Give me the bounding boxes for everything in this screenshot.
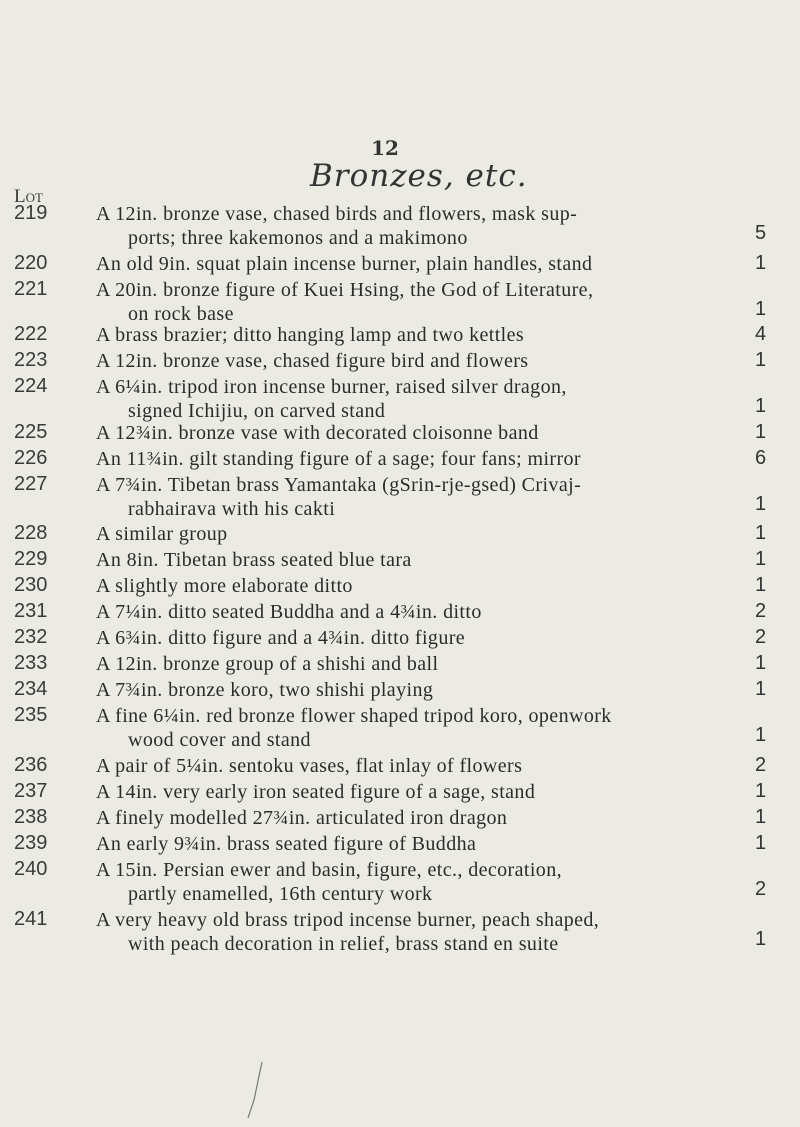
lot-quantity: 5 xyxy=(755,222,767,244)
lot-number: 219 xyxy=(14,202,48,224)
description-line-1: An old 9in. squat plain incense burner, plain handles, stand xyxy=(96,253,593,275)
lot-number: 230 xyxy=(14,574,48,596)
lot-number: 234 xyxy=(14,678,48,700)
description-line-1: A pair of 5¼in. sentoku vases, flat inlay of flowers xyxy=(96,755,523,777)
lot-number: 228 xyxy=(14,522,48,544)
ink-mark-icon xyxy=(240,1060,270,1120)
lot-number: 226 xyxy=(14,447,48,469)
lot-quantity: 1 xyxy=(755,493,767,515)
lot-number: 221 xyxy=(14,278,48,300)
lot-column-header: Lot xyxy=(14,186,43,207)
description-line-2: wood cover and stand xyxy=(128,729,311,751)
section-title: Bronzes, etc. xyxy=(310,158,528,194)
lot-description xyxy=(96,473,696,521)
lot-description xyxy=(96,908,696,956)
lot-number: 235 xyxy=(14,704,48,726)
lot-quantity: 1 xyxy=(755,421,767,443)
description-line-1: A fine 6¼in. red bronze flower shaped tripod koro, openwork xyxy=(96,705,612,727)
lot-description xyxy=(96,678,696,702)
lot-number: 225 xyxy=(14,421,48,443)
lot-quantity: 1 xyxy=(755,832,767,854)
description-line-1: A very heavy old brass tripod incense burner, peach shaped, xyxy=(96,909,600,931)
lot-number: 224 xyxy=(14,375,48,397)
description-line-1: A 14in. very early iron seated figure of a sage, stand xyxy=(96,781,536,803)
description-line-1: A brass brazier; ditto hanging lamp and two kettles xyxy=(96,324,525,346)
lot-quantity: 1 xyxy=(755,395,767,417)
lot-quantity: 2 xyxy=(755,878,767,900)
lot-description xyxy=(96,375,696,423)
lot-description xyxy=(96,349,696,373)
lot-description xyxy=(96,832,696,856)
lot-number: 240 xyxy=(14,858,48,880)
description-line-1: A 20in. bronze figure of Kuei Hsing, the God of Literature, xyxy=(96,279,594,301)
lot-number: 227 xyxy=(14,473,48,495)
lot-quantity: 4 xyxy=(755,323,767,345)
lot-quantity: 1 xyxy=(755,574,767,596)
lot-description xyxy=(96,780,696,804)
lot-quantity: 1 xyxy=(755,780,767,802)
lot-number: 241 xyxy=(14,908,48,930)
lot-description xyxy=(96,600,696,624)
lot-number: 233 xyxy=(14,652,48,674)
description-line-2: rabhairava with his cakti xyxy=(128,498,336,520)
description-line-2: signed Ichijiu, on carved stand xyxy=(128,400,386,422)
lot-description xyxy=(96,202,696,250)
lot-number: 220 xyxy=(14,252,48,274)
lot-number: 229 xyxy=(14,548,48,570)
lot-quantity: 1 xyxy=(755,252,767,274)
description-line-1: An 11¾in. gilt standing figure of a sage; four fans; mirror xyxy=(96,448,581,470)
page-number: 12 xyxy=(371,136,399,160)
lot-quantity: 6 xyxy=(755,447,767,469)
lot-description xyxy=(96,421,696,445)
lot-number: 231 xyxy=(14,600,48,622)
description-line-1: A 7¼in. ditto seated Buddha and a 4¾in. ditto xyxy=(96,601,482,623)
lot-description xyxy=(96,754,696,778)
description-line-2: on rock base xyxy=(128,303,234,325)
lot-number: 237 xyxy=(14,780,48,802)
lot-quantity: 1 xyxy=(755,806,767,828)
lot-quantity: 2 xyxy=(755,754,767,776)
lot-description xyxy=(96,278,696,326)
description-line-1: A 12in. bronze vase, chased birds and flowers, mask sup- xyxy=(96,203,578,225)
lot-number: 223 xyxy=(14,349,48,371)
description-line-2: with peach decoration in relief, brass stand en suite xyxy=(128,933,559,955)
description-line-2: partly enamelled, 16th century work xyxy=(128,883,433,905)
description-line-1: A finely modelled 27¾in. articulated iron dragon xyxy=(96,807,508,829)
description-line-1: A 12in. bronze group of a shishi and ball xyxy=(96,653,439,675)
description-line-1: A similar group xyxy=(96,523,228,545)
lot-description xyxy=(96,252,696,276)
lot-quantity: 1 xyxy=(755,652,767,674)
lot-description xyxy=(96,574,696,598)
lot-description xyxy=(96,447,696,471)
lot-quantity: 1 xyxy=(755,678,767,700)
description-line-2: ports; three kakemonos and a makimono xyxy=(128,227,468,249)
description-line-1: An 8in. Tibetan brass seated blue tara xyxy=(96,549,412,571)
lot-quantity: 1 xyxy=(755,298,767,320)
description-line-1: A 6¾in. ditto figure and a 4¾in. ditto figure xyxy=(96,627,466,649)
lot-number: 222 xyxy=(14,323,48,345)
description-line-1: A slightly more elaborate ditto xyxy=(96,575,353,597)
lot-quantity: 1 xyxy=(755,522,767,544)
lot-quantity: 1 xyxy=(755,928,767,950)
lot-description xyxy=(96,858,696,906)
lot-description xyxy=(96,323,696,347)
description-line-1: A 6¼in. tripod iron incense burner, raised silver dragon, xyxy=(96,376,567,398)
lot-number: 238 xyxy=(14,806,48,828)
lot-quantity: 1 xyxy=(755,349,767,371)
description-line-1: An early 9¾in. brass seated figure of Buddha xyxy=(96,833,477,855)
lot-quantity: 1 xyxy=(755,724,767,746)
lot-description xyxy=(96,704,696,752)
lot-quantity: 2 xyxy=(755,626,767,648)
lot-quantity: 2 xyxy=(755,600,767,622)
lot-description xyxy=(96,806,696,830)
lot-quantity: 1 xyxy=(755,548,767,570)
lot-number: 232 xyxy=(14,626,48,648)
lot-description xyxy=(96,522,696,546)
lot-description xyxy=(96,548,696,572)
description-line-1: A 12in. bronze vase, chased figure bird and flowers xyxy=(96,350,529,372)
lot-number: 239 xyxy=(14,832,48,854)
description-line-1: A 15in. Persian ewer and basin, figure, etc., decoration, xyxy=(96,859,562,881)
lot-number: 236 xyxy=(14,754,48,776)
description-line-1: A 7¾in. bronze koro, two shishi playing xyxy=(96,679,434,701)
lot-description xyxy=(96,626,696,650)
description-line-1: A 7¾in. Tibetan brass Yamantaka (gSrin-rje-gsed) Crivaj- xyxy=(96,474,582,496)
lot-description xyxy=(96,652,696,676)
description-line-1: A 12¾in. bronze vase with decorated cloisonne band xyxy=(96,422,539,444)
